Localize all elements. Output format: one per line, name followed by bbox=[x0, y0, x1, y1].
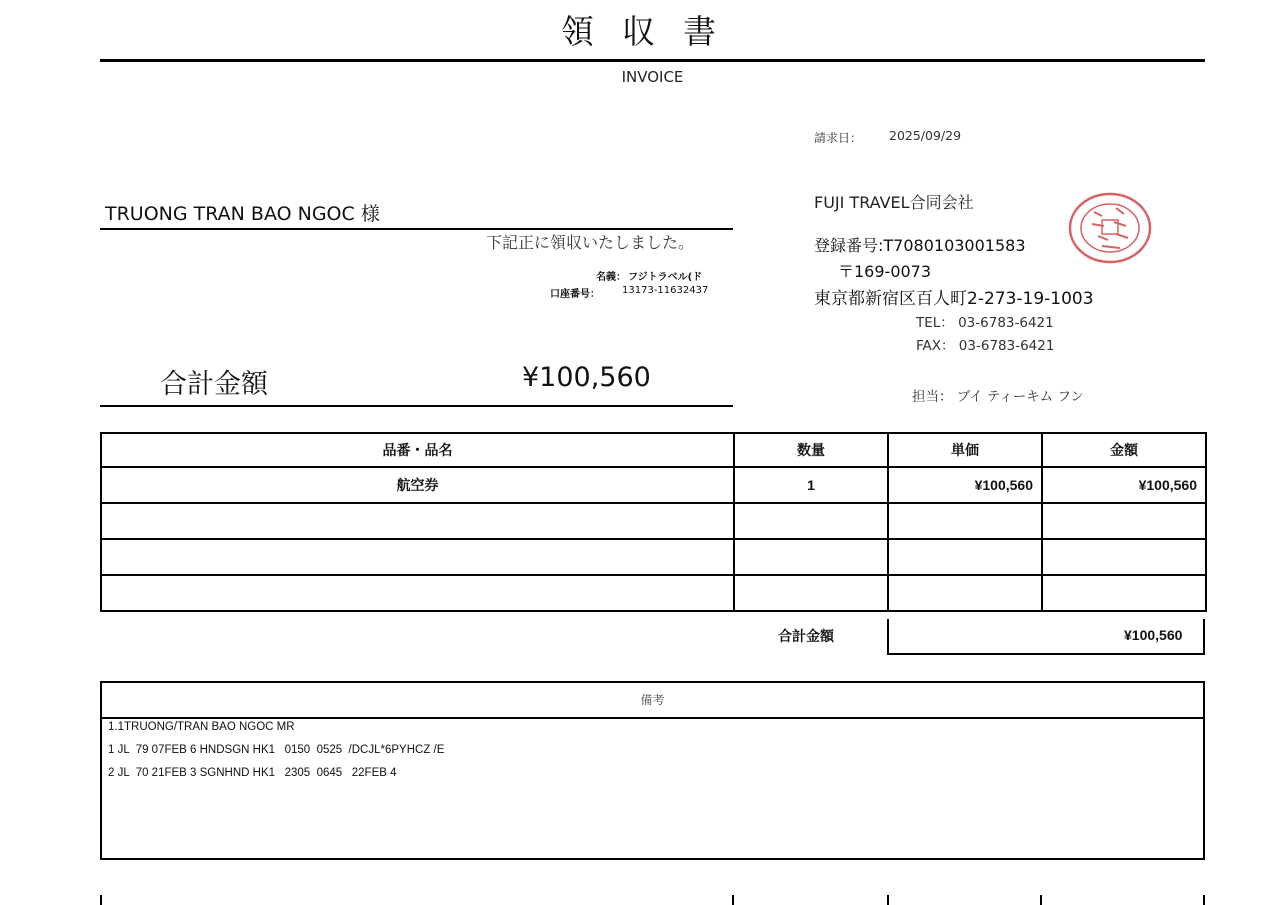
remarks-title: 備考 bbox=[102, 683, 1203, 719]
table-total-label: 合計金額 bbox=[778, 628, 834, 644]
postal-code: 〒169-0073 bbox=[838, 262, 932, 281]
quantity-cell bbox=[734, 503, 888, 539]
remarks-line: 1.1TRUONG/TRAN BAO NGOC MR bbox=[108, 721, 295, 733]
unit-price-cell bbox=[888, 539, 1042, 575]
company-tel: TEL： 03-6783-6421 bbox=[916, 315, 1054, 331]
amount-cell bbox=[1042, 575, 1206, 611]
table-row bbox=[101, 539, 1206, 575]
remarks-box bbox=[100, 681, 1205, 860]
account-name-label: 名義： bbox=[596, 272, 626, 283]
remarks-line: 1 JL 79 07FEB 6 HNDSGN HK1 0150 0525 /DCJL*6PYHCZ /E bbox=[108, 744, 445, 756]
next-table-border bbox=[1040, 895, 1042, 905]
table-row bbox=[101, 467, 1206, 503]
table-row bbox=[101, 575, 1206, 611]
unit-price-cell bbox=[888, 575, 1042, 611]
items-table bbox=[100, 432, 1207, 612]
account-name-value: フジトラベル(ド bbox=[628, 272, 703, 283]
total-underline bbox=[100, 405, 733, 407]
staff-in-charge: 担当： ブイ ティーキム フン bbox=[912, 389, 1084, 405]
company-fax: FAX： 03-6783-6421 bbox=[916, 338, 1055, 354]
remarks-line: 2 JL 70 21FEB 3 SGNHND HK1 2305 0645 22FEB 4 bbox=[108, 767, 397, 779]
total-amount-label: 合計金額 bbox=[160, 369, 268, 400]
customer-name: TRUONG TRAN BAO NGOC 様 bbox=[105, 203, 380, 225]
table-total-value: ¥100,560 bbox=[1124, 627, 1183, 643]
item-name-cell bbox=[101, 575, 734, 611]
invoice-date-value: 2025/09/29 bbox=[889, 128, 962, 143]
item-name-cell bbox=[101, 503, 734, 539]
header-unit-price: 単価 bbox=[888, 433, 1042, 467]
company-seal-stamp bbox=[1064, 190, 1152, 266]
quantity-cell: 1 bbox=[734, 467, 888, 503]
title-underline bbox=[100, 59, 1205, 62]
next-table-border bbox=[1203, 895, 1205, 905]
quantity-cell bbox=[734, 539, 888, 575]
unit-price-cell: ¥100,560 bbox=[888, 467, 1042, 503]
company-name: FUJI TRAVEL合同会社 bbox=[814, 193, 974, 212]
total-amount-value: ¥100,560 bbox=[522, 362, 651, 393]
amount-cell bbox=[1042, 503, 1206, 539]
document-title: 領収書 bbox=[561, 12, 744, 51]
table-header-row bbox=[101, 433, 1206, 467]
account-number-label: 口座番号： bbox=[550, 289, 600, 300]
quantity-cell bbox=[734, 575, 888, 611]
received-statement: 下記正に領収いたしました。 bbox=[486, 233, 695, 252]
header-quantity: 数量 bbox=[734, 433, 888, 467]
account-number-value: 13173-11632437 bbox=[622, 285, 709, 296]
unit-price-cell bbox=[888, 503, 1042, 539]
amount-cell: ¥100,560 bbox=[1042, 467, 1206, 503]
item-name-cell bbox=[101, 539, 734, 575]
amount-cell bbox=[1042, 539, 1206, 575]
company-address: 東京都新宿区百人町2-273-19-1003 bbox=[814, 289, 1094, 309]
registration-number: 登録番号:T7080103001583 bbox=[814, 236, 1026, 255]
next-table-border bbox=[887, 895, 889, 905]
next-table-border bbox=[732, 895, 734, 905]
header-amount: 金額 bbox=[1042, 433, 1206, 467]
invoice-date-label: 請求日： bbox=[814, 131, 863, 145]
next-table-border bbox=[100, 895, 102, 905]
document-subtitle: INVOICE bbox=[621, 68, 684, 86]
table-row bbox=[101, 503, 1206, 539]
item-name-cell: 航空券 bbox=[101, 467, 734, 503]
header-item-name: 品番・品名 bbox=[101, 433, 734, 467]
